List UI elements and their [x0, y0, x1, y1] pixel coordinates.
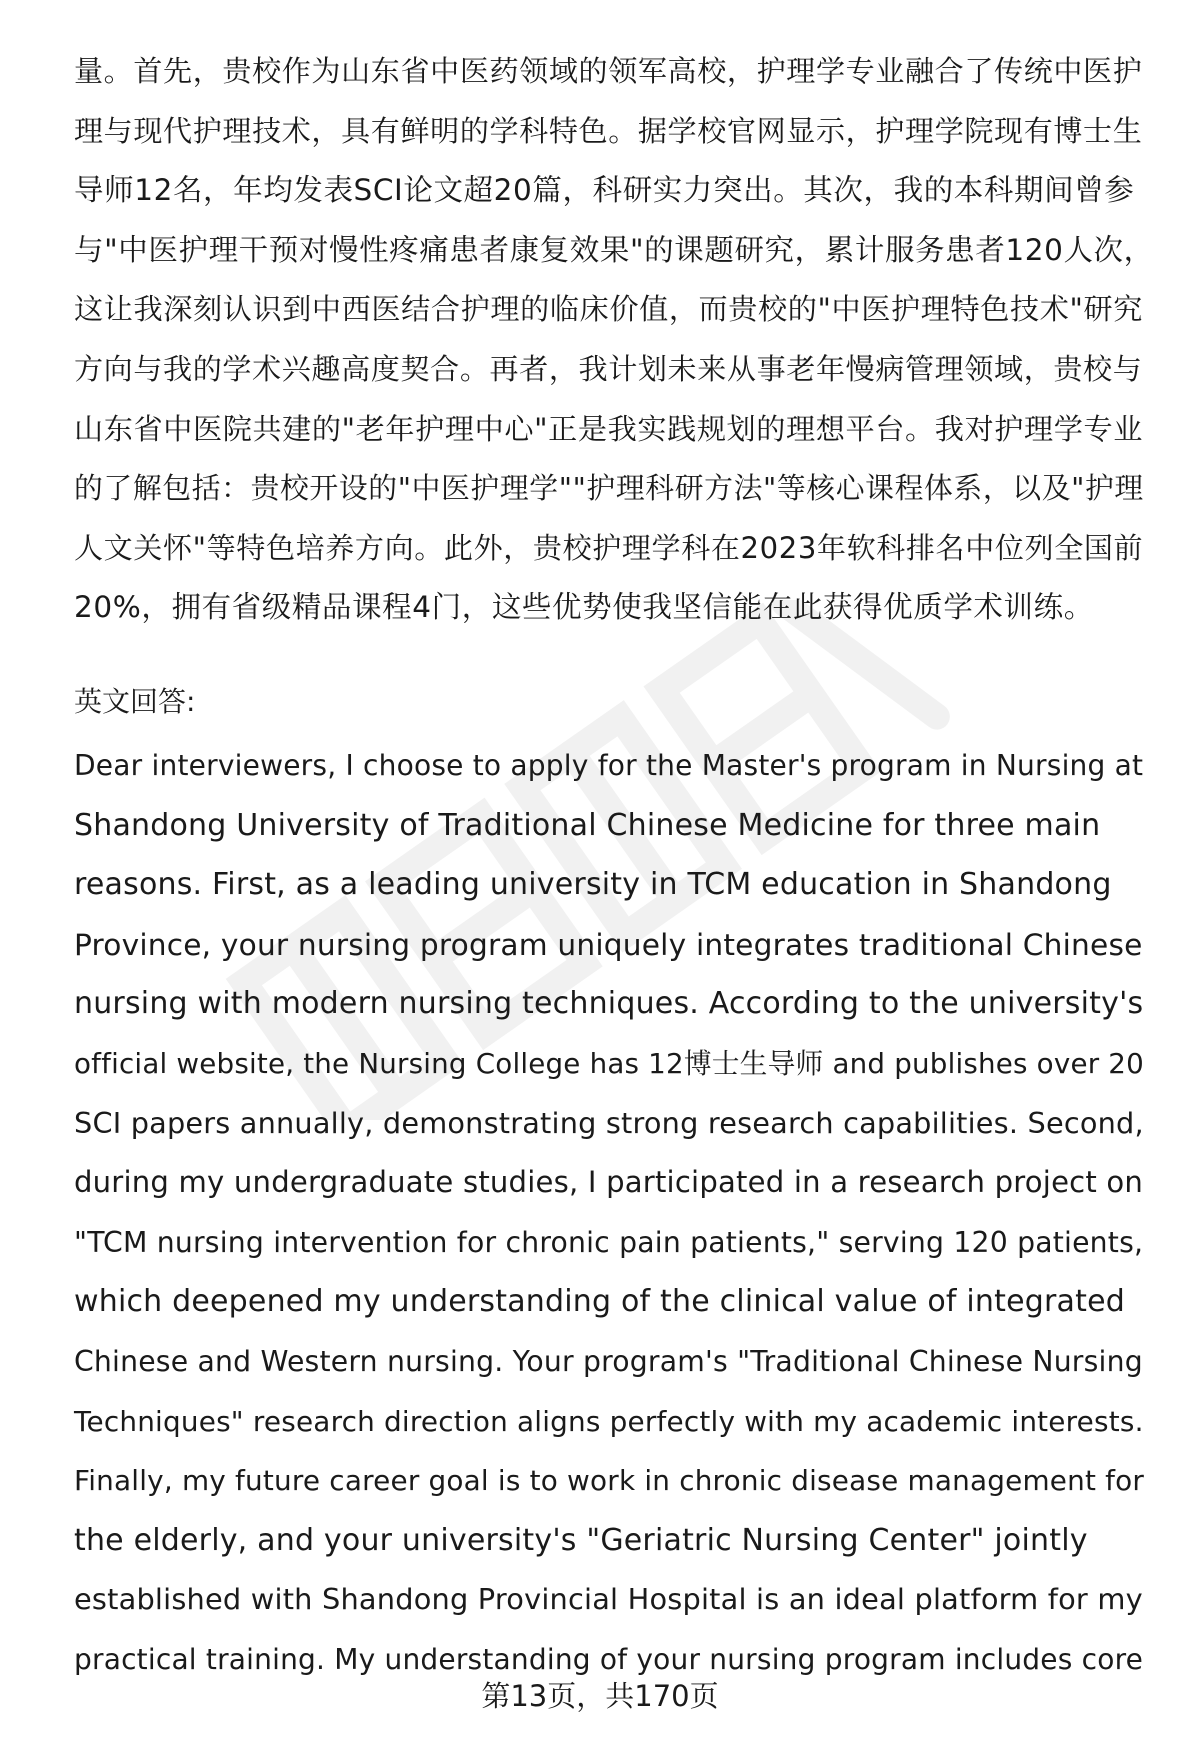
- text-line: official website, the Nursing College has 12博士生导师 and publishes over 20: [74, 1046, 1144, 1080]
- text-line: 人文关怀"等特色培养方向。此外，贵校护理学科在2023年软科排名中位列全国前: [74, 530, 1144, 565]
- text-line: Chinese and Western nursing. Your program's "Traditional Chinese Nursing: [74, 1344, 1143, 1378]
- text-line: during my undergraduate studies, I participated in a research project on: [74, 1165, 1144, 1200]
- text-line: Province, your nursing program uniquely integrates traditional Chinese: [74, 926, 1143, 962]
- text-line: practical training. My understanding of your nursing program includes core: [74, 1642, 1144, 1676]
- text-line: Techniques" research direction aligns perfectly with my academic interests.: [74, 1404, 1144, 1438]
- text-line: which deepened my understanding of the clinical value of integrated: [74, 1284, 1125, 1320]
- english-answer-paragraph: [74, 736, 1154, 1690]
- text-line: 导师12名，年均发表SCI论文超20篇，科研实力突出。其次，我的本科期间曾参: [74, 173, 1135, 208]
- text-line: Finally, my future career goal is to work in chronic disease management for: [74, 1464, 1145, 1498]
- text-line: 量。首先，贵校作为山东省中医药领域的领军高校，护理学专业融合了传统中医护: [74, 54, 1143, 88]
- text-line: 山东省中医院共建的"老年护理中心"正是我实践规划的理想平台。我对护理学专业: [74, 411, 1143, 446]
- text-line: 这让我深刻认识到中西医结合护理的临床价值，而贵校的"中医护理特色技术"研究: [74, 292, 1143, 327]
- text-line: 理与现代护理技术，具有鲜明的学科特色。据学校官网显示，护理学院现有博士生: [74, 113, 1143, 148]
- text-line: Dear interviewers, I choose to apply for the Master's program in Nursing at: [74, 749, 1144, 782]
- text-line: reasons. First, as a leading university in TCM education in Shandong: [74, 867, 1112, 903]
- text-line: SCI papers annually, demonstrating strong research capabilities. Second,: [74, 1105, 1144, 1140]
- page-number-footer: 第13页，共170页: [481, 1679, 719, 1713]
- text-line: established with Shandong Provincial Hospital is an ideal platform for my: [74, 1582, 1143, 1617]
- text-line: 与"中医护理干预对慢性疼痛患者康复效果"的课题研究，累计服务患者120人次，: [74, 232, 1154, 267]
- chinese-answer-paragraph: [74, 42, 1154, 638]
- text-line: nursing with modern nursing techniques. According to the university's: [74, 986, 1144, 1022]
- text-line: 方向与我的学术兴趣高度契合。再者，我计划未来从事老年慢病管理领域，贵校与: [74, 351, 1143, 386]
- text-line: Shandong University of Traditional Chinese Medicine for three main: [74, 807, 1101, 843]
- english-answer-label: 英文回答:: [74, 685, 196, 718]
- text-line: 的了解包括：贵校开设的"中医护理学""护理科研方法"等核心课程体系，以及"护理: [74, 471, 1144, 506]
- text-line: "TCM nursing intervention for chronic pain patients," serving 120 patients,: [74, 1225, 1144, 1259]
- text-line: 20%，拥有省级精品课程4门，这些优势使我坚信能在此获得优质学术训练。: [74, 590, 1094, 625]
- text-line: the elderly, and your university's "Geriatric Nursing Center" jointly: [74, 1522, 1088, 1558]
